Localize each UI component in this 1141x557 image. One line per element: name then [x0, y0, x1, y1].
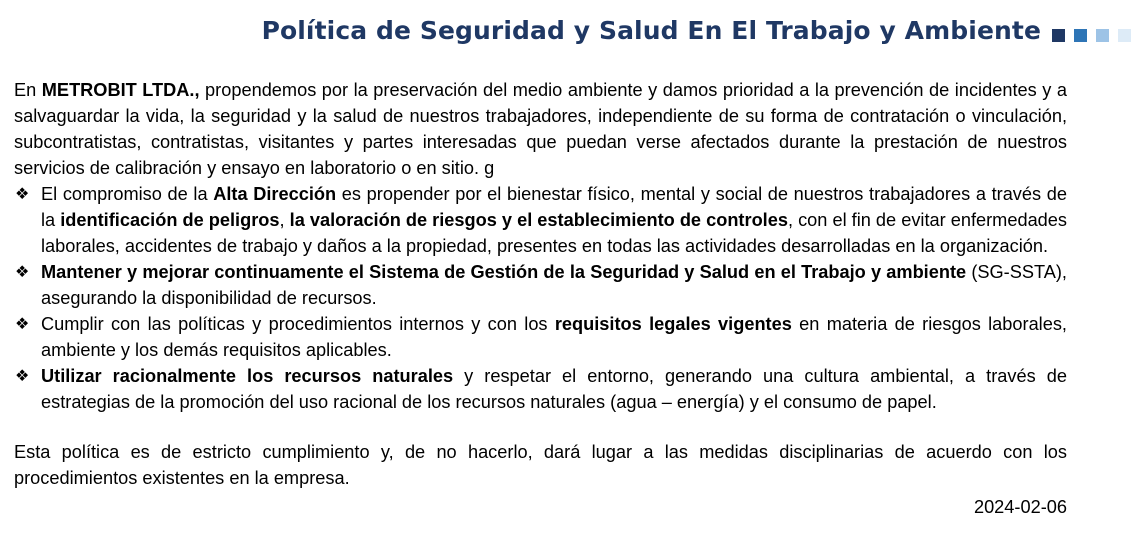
- square-icon-3: [1096, 29, 1109, 42]
- item-text: ,: [279, 210, 290, 230]
- item-bold: Utilizar racionalmente los recursos naturales: [41, 366, 454, 386]
- diamond-fleur-bullet-icon: ❖: [15, 184, 30, 203]
- spacer: [14, 415, 1067, 439]
- page-title: Política de Seguridad y Salud En El Trabajo y Ambiente: [261, 16, 1041, 45]
- item-text: El compromiso de la: [41, 184, 214, 204]
- commitments-list: [14, 181, 1067, 415]
- square-icon-2: [1074, 29, 1087, 42]
- list-item: [14, 363, 1067, 415]
- item-text: y respetar el entorno, generando una cultura ambiental, a través de estrategias de la promoción del uso racional de los recursos naturales (agua – energía) y el consumo de papel.: [41, 366, 1067, 412]
- item-bold: identificación de peligros: [60, 210, 280, 230]
- list-item: [14, 259, 1067, 311]
- item-text: en materia de riesgos laborales, ambiente y los demás requisitos aplicables.: [41, 314, 1067, 360]
- item-bold: la valoración de riesgos y el establecimiento de controles: [289, 210, 788, 230]
- policy-body: [14, 77, 1067, 520]
- document-header: [0, 14, 1141, 54]
- square-icon-4: [1118, 29, 1131, 42]
- company-name: METROBIT LTDA.,: [41, 80, 200, 100]
- diamond-fleur-bullet-icon: ❖: [15, 314, 30, 333]
- document-date: 2024-02-06: [973, 497, 1067, 517]
- diamond-fleur-bullet-icon: ❖: [15, 366, 30, 385]
- intro-paragraph: [14, 77, 1067, 181]
- closing-paragraph: Esta política es de estricto cumplimiento y, de no hacerlo, dará lugar a las medidas disciplinarias de acuerdo con los procedimientos existentes en la empresa.: [14, 442, 1067, 488]
- square-icon-1: [1052, 29, 1065, 42]
- item-text: , con el fin de evitar enfermedades laborales, accidentes de trabajo y daños a la propiedad, presentes en todas las actividades desarrolladas en la organización.: [41, 210, 1068, 256]
- list-item: [14, 181, 1067, 259]
- item-bold: Alta Dirección: [213, 184, 337, 204]
- intro-pre: En: [14, 80, 42, 100]
- item-text: Cumplir con las políticas y procedimientos internos y con los: [41, 314, 555, 334]
- item-text: es propender por el bienestar físico, mental y social de nuestros trabajadores a través de la: [41, 184, 1067, 230]
- item-bold: requisitos legales vigentes: [554, 314, 792, 334]
- list-item: [14, 311, 1067, 363]
- intro-text: propendemos por la preservación del medio ambiente y damos prioridad a la prevención de incidentes y a salvaguardar la vida, la seguridad y la salud de nuestros trabajadores, independiente de su forma de contratación o vinculación, subcontratistas, contratistas, visitantes y partes interesadas que puedan verse afectados durante la prestación de nuestros servicios de calibración y ensayo en laboratorio o en sitio. g: [14, 80, 1067, 178]
- item-bold: Mantener y mejorar continuamente el Sistema de Gestión de la Seguridad y Salud en el Trabajo y ambiente: [41, 262, 967, 282]
- item-text: (SG-SSTA), asegurando la disponibilidad de recursos.: [41, 262, 1067, 308]
- diamond-fleur-bullet-icon: ❖: [15, 262, 30, 281]
